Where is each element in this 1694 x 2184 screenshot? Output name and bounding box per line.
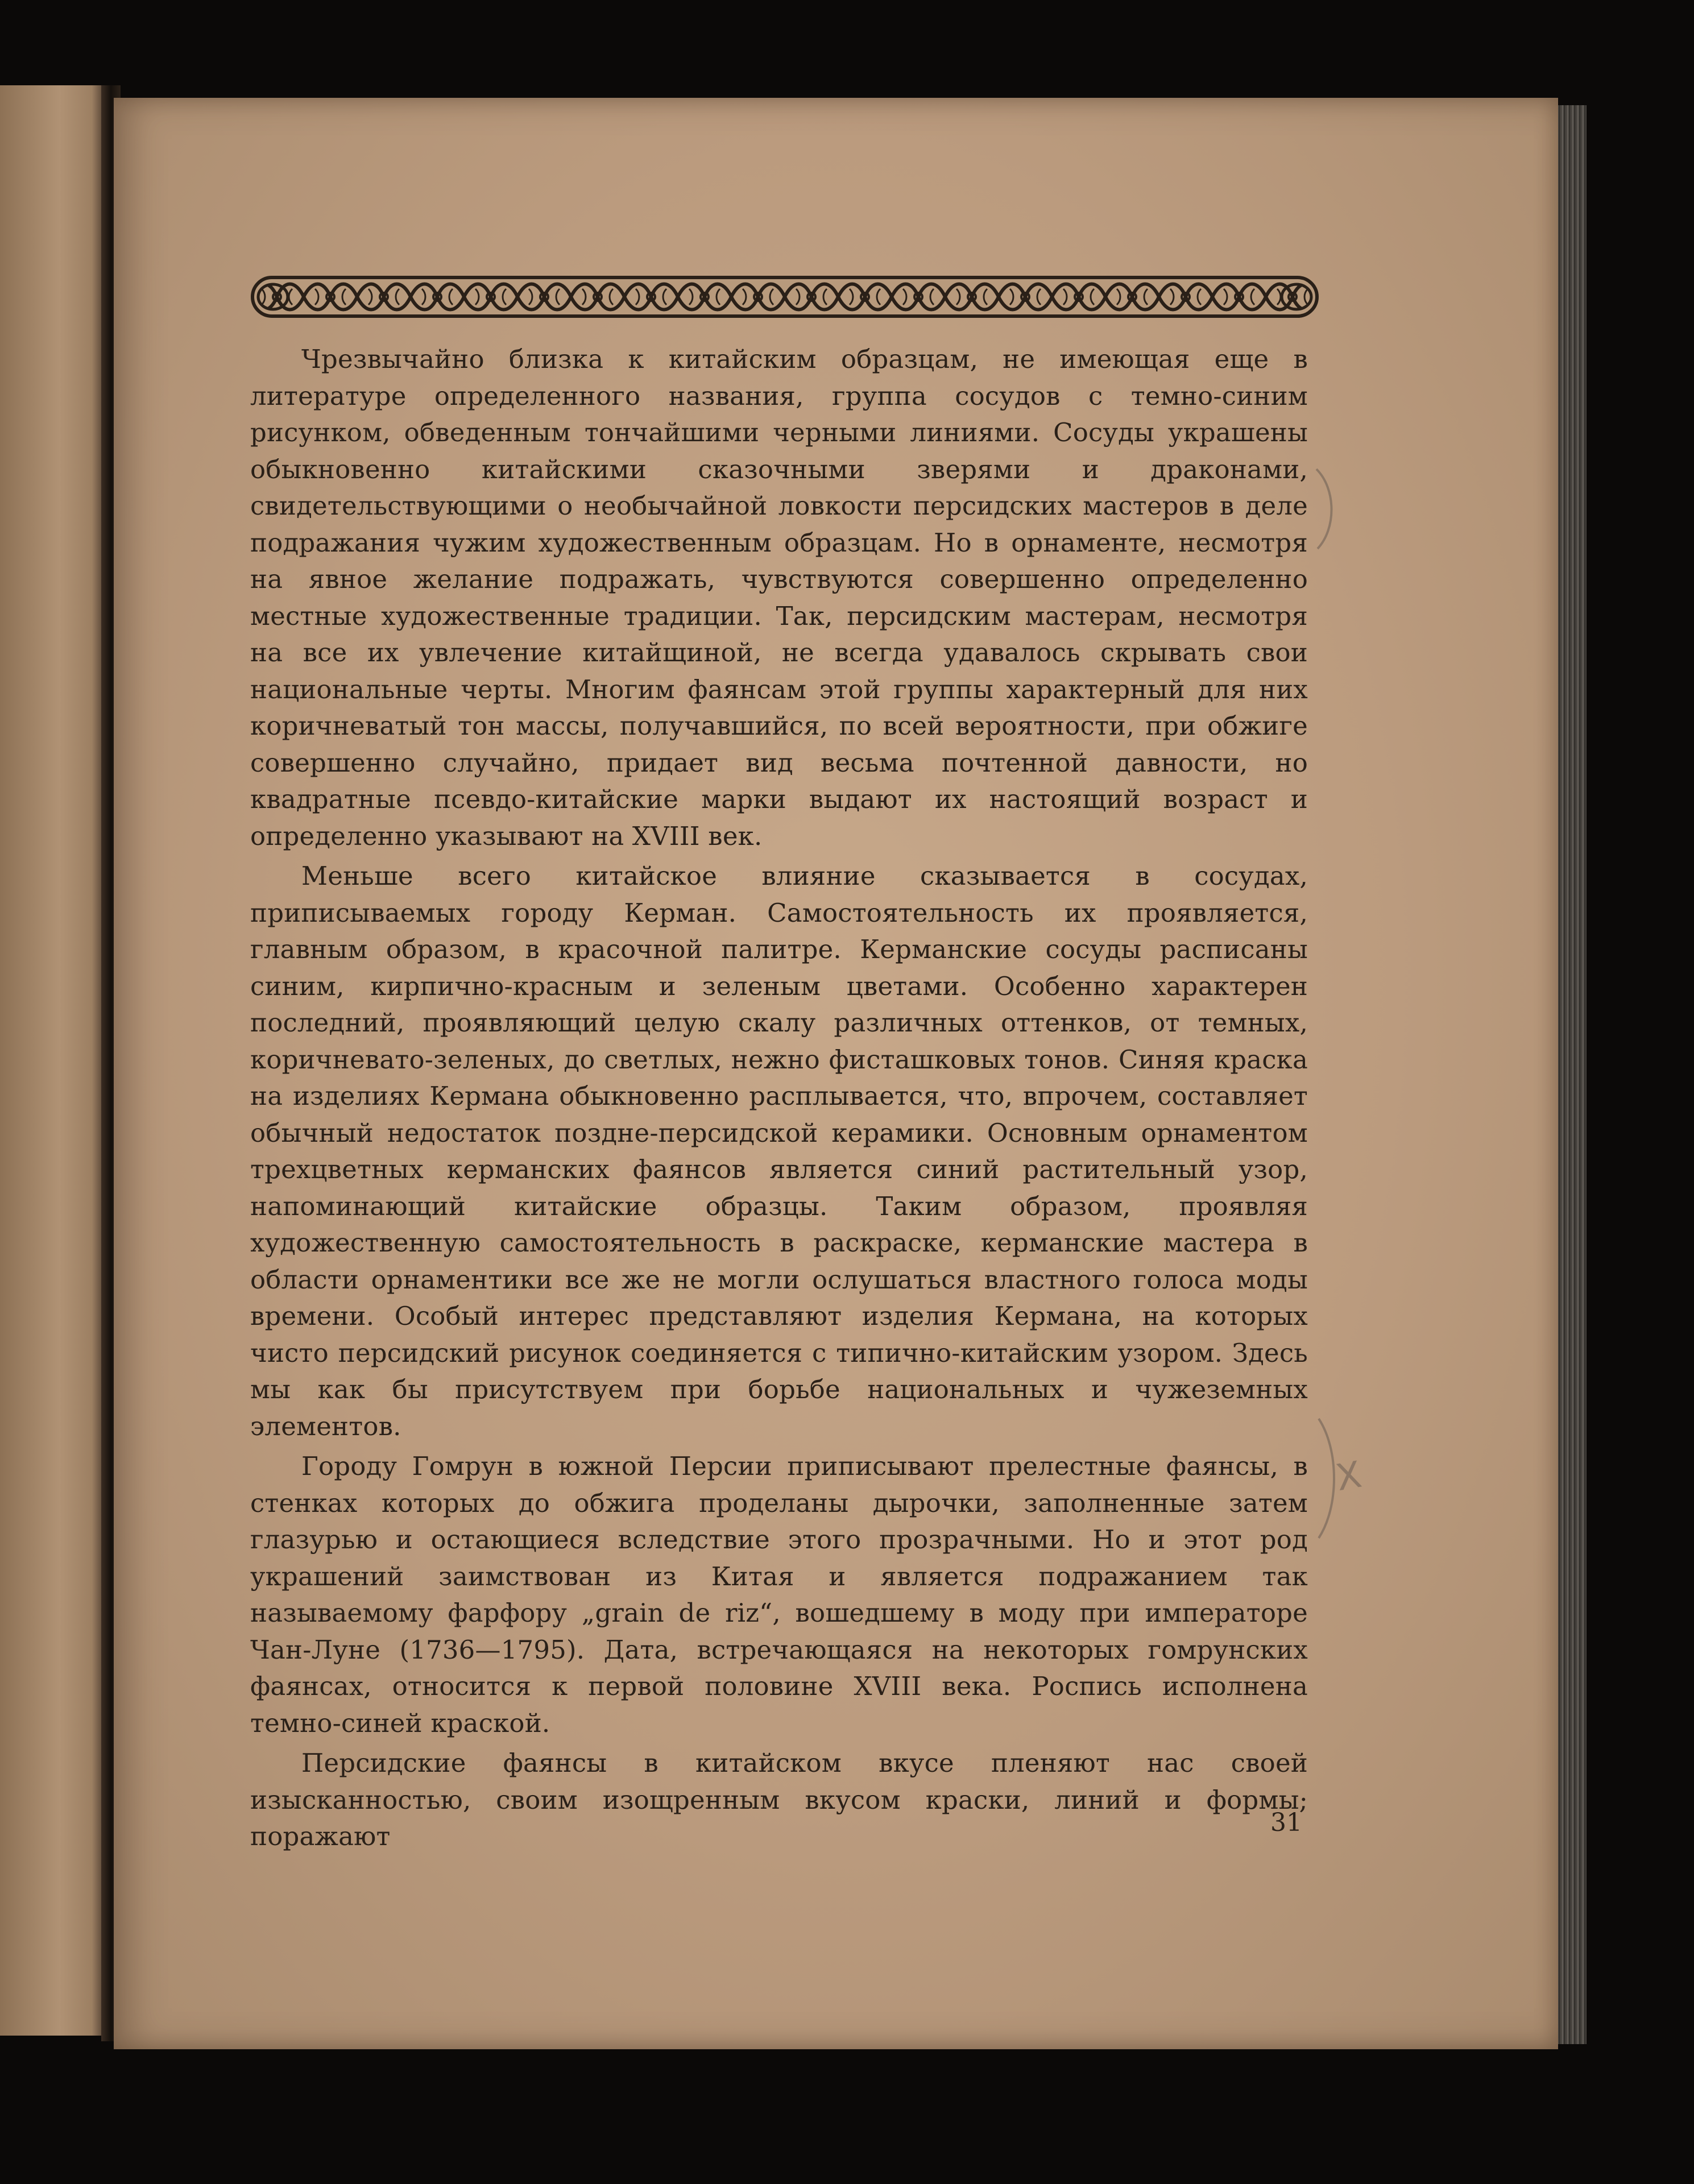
- paragraph-4: Персидские фаянсы в китайском вкусе пленяют нас своей изысканностью, своим изощренным вкусом краски, линий и формы; поражают: [250, 1748, 1308, 1851]
- paragraph-2: Меньше всего китайское влияние сказывается в сосудах, приписываемых городу Керман. Самостоятельность их проявляется, главным образом, в красочной палитре. Керманские сосуды расписаны синим, кирпично-красным и зеленым цветами. Особенно характерен последний, проявляющий целую скалу различных оттенков, от темных, коричневато-зеленых, до светлых, нежно фисташковых тонов. Синяя краска на изделиях Кермана обыкновенно расплывается, что, впрочем, составляет обычный недостаток поздне-персидской керамики. Основным орнаментом трехцветных керманских фаянсов является синий растительный узор, напоминающий китайские образцы. Таким образом, проявляя художественную самостоятельность в раскраске, керманские мастера в области орнаментики все же не могли ослушаться властного голоса моды времени. Особый интерес представляют изделия Кермана, на которых чисто персидский рисунок соединяется с типично-китайским узором. Здесь мы как бы присутствуем при борьбе национальных и чужеземных элементов.: [250, 861, 1308, 1441]
- paragraph-3: Городу Гомрун в южной Персии приписывают прелестные фаянсы, в стенках которых до обжига проделаны дырочки, заполненные затем глазурью и остающиеся вследствие этого прозрачными. Но и этот род украшений заимствован из Китая и является подражанием так называемому фарфору „grain de riz“, вошедшему в моду при императоре Чан-Луне (1736—1795). Дата, встречающаяся на некоторых гомрунских фаянсах, относится к первой половине XVIII века. Роспись исполнена темно-синей краской.: [250, 1451, 1308, 1738]
- left-page-edge: [0, 85, 108, 2036]
- body-text: [250, 341, 1308, 1859]
- ornamental-header-band: [250, 274, 1319, 320]
- pencil-bracket-mark: [1311, 466, 1345, 552]
- pencil-margin-mark: X: [1332, 1453, 1365, 1500]
- paragraph-1: Чрезвычайно близка к китайским образцам, не имеющая еще в литературе определенного названия, группа сосудов с темно-синим рисунком, обведенным тончайшими черными линиями. Сосуды украшены обыкновенно китайскими сказочными зверями и драконами, свидетельствующими о необычайной ловкости персидских мастеров в деле подражания чужим художественным образцам. Но в орнаменте, несмотря на явное желание подражать, чувствуются совершенно определенно местные художественные традиции. Так, персидским мастерам, несмотря на все их увлечение китайщиной, не всегда удавалось скрывать свои национальные черты. Многим фаянсам этой группы характерный для них коричневатый тон массы, получавшийся, по всей вероятности, при обжиге совершенно случайно, придает вид весьма почтенной давности, но квадратные псевдо-китайские марки выдают их настоящий возраст и определенно указывают на XVIII век.: [250, 344, 1308, 851]
- page-number: 31: [1270, 1808, 1302, 1837]
